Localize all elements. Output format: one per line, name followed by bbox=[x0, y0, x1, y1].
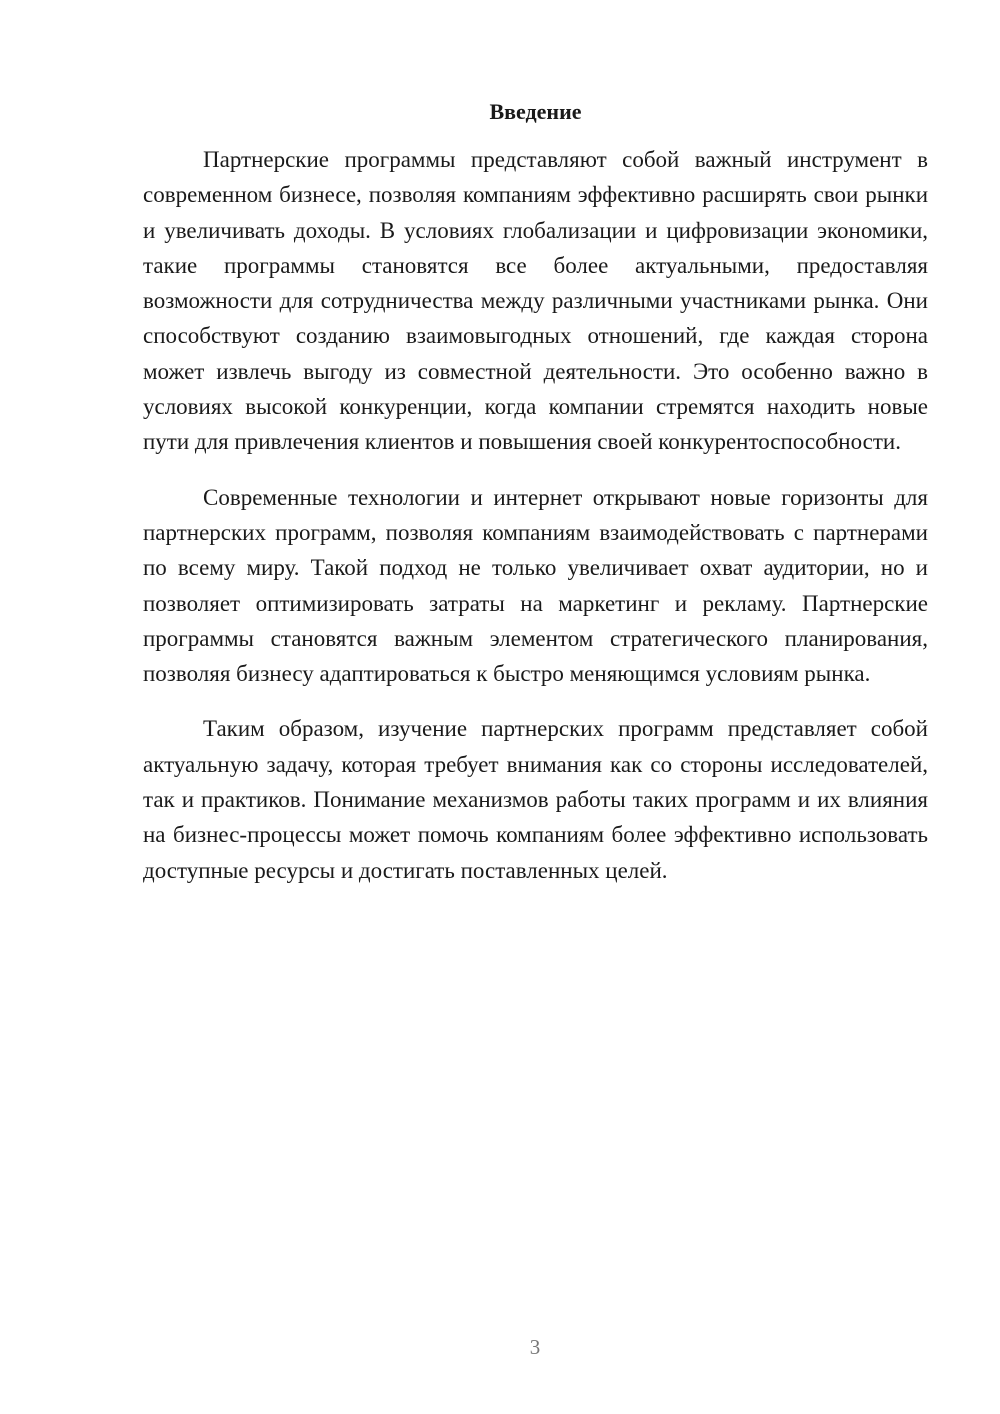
paragraph-3: Таким образом, изучение партнерских программ представляет собой актуальную задачу, которая требует внимания как со стороны исследователей, так и практиков. Понимание механизмов работы таких программ и их влияния на бизнес-процессы может помочь компаниям более эффективно использовать доступные ресурсы и достигать поставленных целей. bbox=[143, 716, 928, 883]
page-number: 3 bbox=[529, 1335, 541, 1359]
paragraph-2: Современные технологии и интернет открывают новые горизонты для партнерских программ, позволяя компаниям взаимодействовать с партнерами по всему миру. Такой подход не только увеличивает охват аудитории, но и позволяет оптимизировать затраты на маркетинг и рекламу. Партнерские программы становятся важным элементом стратегического планирования, позволяя бизнесу адаптироваться к быстро меняющимся условиям рынка. bbox=[143, 484, 928, 687]
body-text bbox=[143, 142, 928, 908]
section-heading: Введение bbox=[489, 99, 582, 124]
paragraph-1: Партнерские программы представляют собой важный инструмент в современном бизнесе, позволяя компаниям эффективно расширять свои рынки и увеличивать доходы. В условиях глобализации и цифровизации экономики, такие программы становятся все более актуальными, предоставляя возможности для сотрудничества между различными участниками рынка. Они способствуют созданию взаимовыгодных отношений, где каждая сторона может извлечь выгоду из совместной деятельности. Это особенно важно в условиях высокой конкуренции, когда компании стремятся находить новые пути для привлечения клиентов и повышения своей конкурентоспособности. bbox=[143, 147, 928, 455]
